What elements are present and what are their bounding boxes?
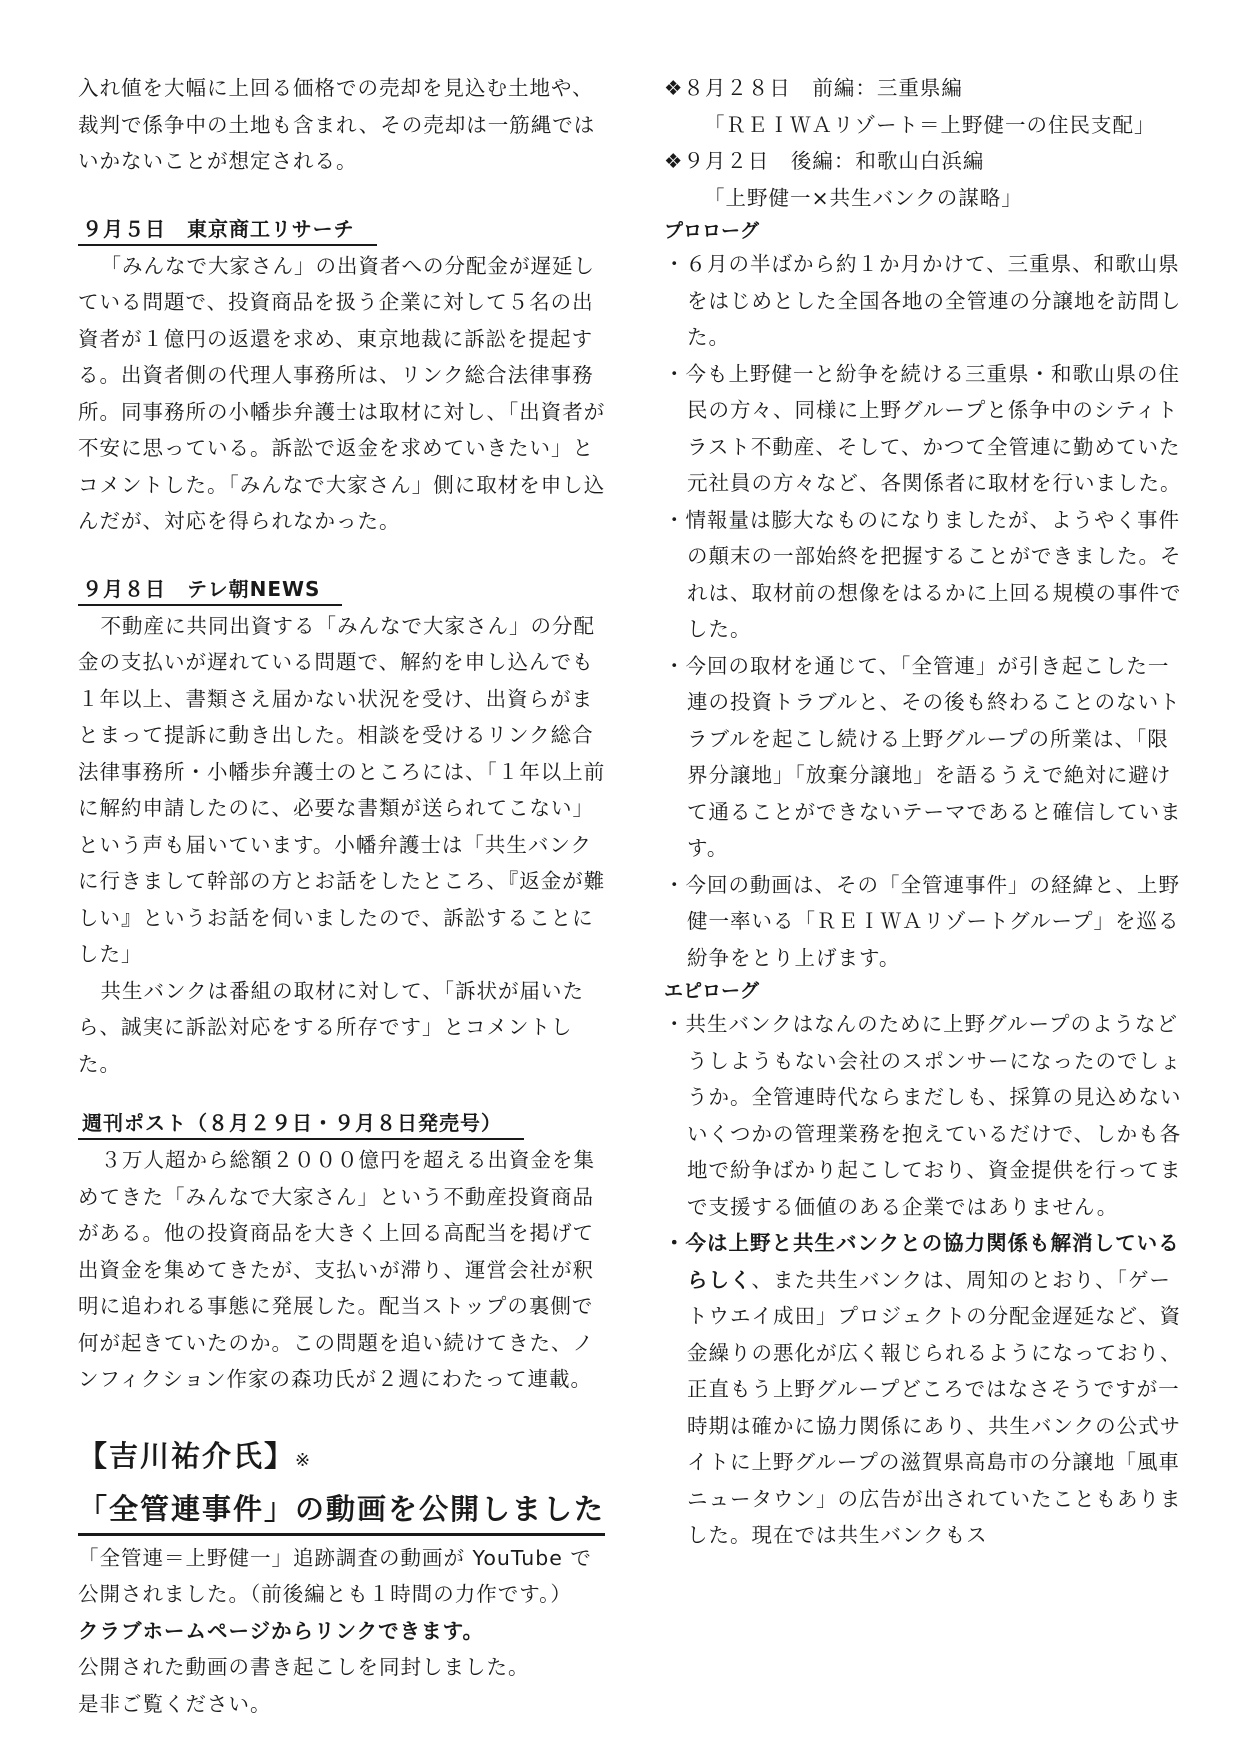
feature-title-1 <box>78 1432 608 1485</box>
epilogue-item-2-rest: 、また共生バンクは、周知のとおり、「ゲートウエイ成田」プロジェクトの分配金遅延など、資金繰りの悪化が広く報じられるようになっており、正直もう上野グループどころではなさそうですが一時期は確かに協力関係にあり、共生バンクの公式サイトに上野グループの滋賀県高島市の分譲地「風車ニュータウン」の広告が出されていたこともありました。現在では共生バンクもス <box>687 1267 1182 1547</box>
section-body-terea-news-1: 不動産に共同出資する「みんなで大家さん」の分配金の支払いが遅れている問題で、解約を申し込んでも１年以上、書類さえ届かない状況を受け、出資らがまとまって提訴に動き出した。相談を受けるリンク総合法律事務所・小幡歩弁護士のところには、「１年以上前に解約申請したのに、必要な書類が送られてこない」という声も届いています。小幡弁護士は「共生バンクに行きまして幹部の方とお話をしたところ、『返金が難しい』というお話を伺いましたので、訴訟することにした」 <box>78 613 606 966</box>
epilogue-title: エピローグ <box>664 980 760 1002</box>
prologue-item: ・今回の動画は、その「全管連事件」の経緯と、上野健一率いる「ＲＥＩＷＡリゾートグループ」を巡る紛争をとり上げます。 <box>664 872 1180 970</box>
prologue-item: ・今も上野健一と紛争を続ける三重県・和歌山県の住民の方々、同様に上野グループと係争中のシティトラスト不動産、そして、かつて全管連に勤めていた元社員の方々など、各関係者に取材を行いました。 <box>664 361 1182 495</box>
feature-title-2-text: 「全管連事件」の動画を公開しました <box>78 1485 605 1536</box>
feature-box <box>78 1432 608 1723</box>
prologue-item: ・６月の半ばから約１か月かけて、三重県、和歌山県をはじめとした全国各地の全管連の分譲地を訪問した。 <box>664 252 1182 349</box>
episode-list <box>664 70 1184 216</box>
prologue-item: ・情報量は膨大なものになりましたが、ようやく事件の顛末の一部始終を把握することができました。それは、取材前の想像をはるかに上回る規模の事件でした。 <box>664 507 1182 641</box>
episode-2-heading: ❖９月２日 後編：和歌山白浜編 <box>664 149 985 173</box>
intro-paragraph: 入れ値を大幅に上回る価格での売却を見込む土地や、裁判で係争中の土地も含まれ、その売却は一筋縄ではいかないことが想定される。 <box>78 76 596 173</box>
section-heading-tokyo-shoko: ９月５日 東京商工リサーチ <box>78 214 377 246</box>
left-column <box>78 70 608 1722</box>
section-heading-terea-news: ９月８日 テレ朝NEWS <box>78 574 342 606</box>
feature-title-name: 【吉川祐介氏】 <box>78 1438 296 1473</box>
section-body-tokyo-shoko: 「みんなで大家さん」の出資者への分配金が遅延している問題で、投資商品を扱う企業に対して５名の出資者が１億円の返還を求め、東京地裁に訴訟を提起する。出資者側の代理人事務所は、リンク総合法律事務所。同事務所の小幡歩弁護士は取材に対し、「出資者が不安に思っている。訴訟で返金を求めていきたい」とコメントした。「みんなで大家さん」側に取材を申し込んだが、対応を得られなかった。 <box>78 253 606 533</box>
feature-title-2 <box>78 1485 608 1536</box>
section-body-shukan-post: ３万人超から総額２０００億円を超える出資金を集めてきた「みんなで大家さん」という不動産投資商品がある。他の投資商品を大きく上回る高配当を掲げて出資金を集めてきたが、支払いが滞り、運営会社が釈明に追われる事態に発展した。配当ストップの裏側で何が起きていたのか。この問題を追い続けてきた、ノンフィクション作家の森功氏が２週にわたって連載。 <box>78 1148 596 1391</box>
prologue-title: プロローグ <box>664 220 760 242</box>
episode-1-heading: ❖８月２８日 前編：三重県編 <box>664 76 963 100</box>
section-heading-shukan-post: 週刊ポスト（８月２９日・９月８日発売号） <box>78 1108 524 1140</box>
section-body-terea-news-2: 共生バンクは番組の取材に対して、「訴状が届いたら、誠実に訴訟対応をする所存です」とコメントした。 <box>78 978 584 1076</box>
feature-title-mark: ※ <box>295 1449 313 1471</box>
feature-line-2: クラブホームページからリンクできます。 <box>78 1618 485 1643</box>
episode-2-title: 「上野健一×共生バンクの謀略」 <box>704 185 1023 210</box>
feature-line-4: 是非ご覧ください。 <box>78 1691 272 1716</box>
right-column <box>664 70 1184 1554</box>
feature-line-3: 公開された動画の書き起こしを同封しました。 <box>78 1655 530 1679</box>
epilogue-item-2 <box>664 1225 1184 1554</box>
episode-1-title: 「ＲＥＩＷＡリゾート＝上野健一の住民支配」 <box>704 112 1156 137</box>
prologue-item: ・今回の取材を通じて、「全管連」が引き起こした一連の投資トラブルと、その後も終わることのないトラブルを起こし続ける上野グループの所業は、「限界分譲地」「放棄分譲地」を語るうえで絶対に避けて通ることができないテーマであると確信しています。 <box>664 653 1182 860</box>
epilogue-item-2-bold: ・今は上野と共生バンクとの協力関係も解消しているらしく <box>664 1231 1180 1292</box>
epilogue-item: ・共生バンクはなんのために上野グループのようなどうしようもない会社のスポンサーになったのでしょうか。全管連時代ならまだしも、採算の見込めないいくつかの管理業務を抱えているだけで、しかも各地で紛争ばかり起こしており、資金提供を行ってまで支援する価値のある企業ではありません。 <box>664 1012 1182 1219</box>
feature-line-1: 「全管連＝上野健一」追跡調査の動画が YouTube で公開されました。（前後編とも１時間の力作です。） <box>78 1545 592 1606</box>
